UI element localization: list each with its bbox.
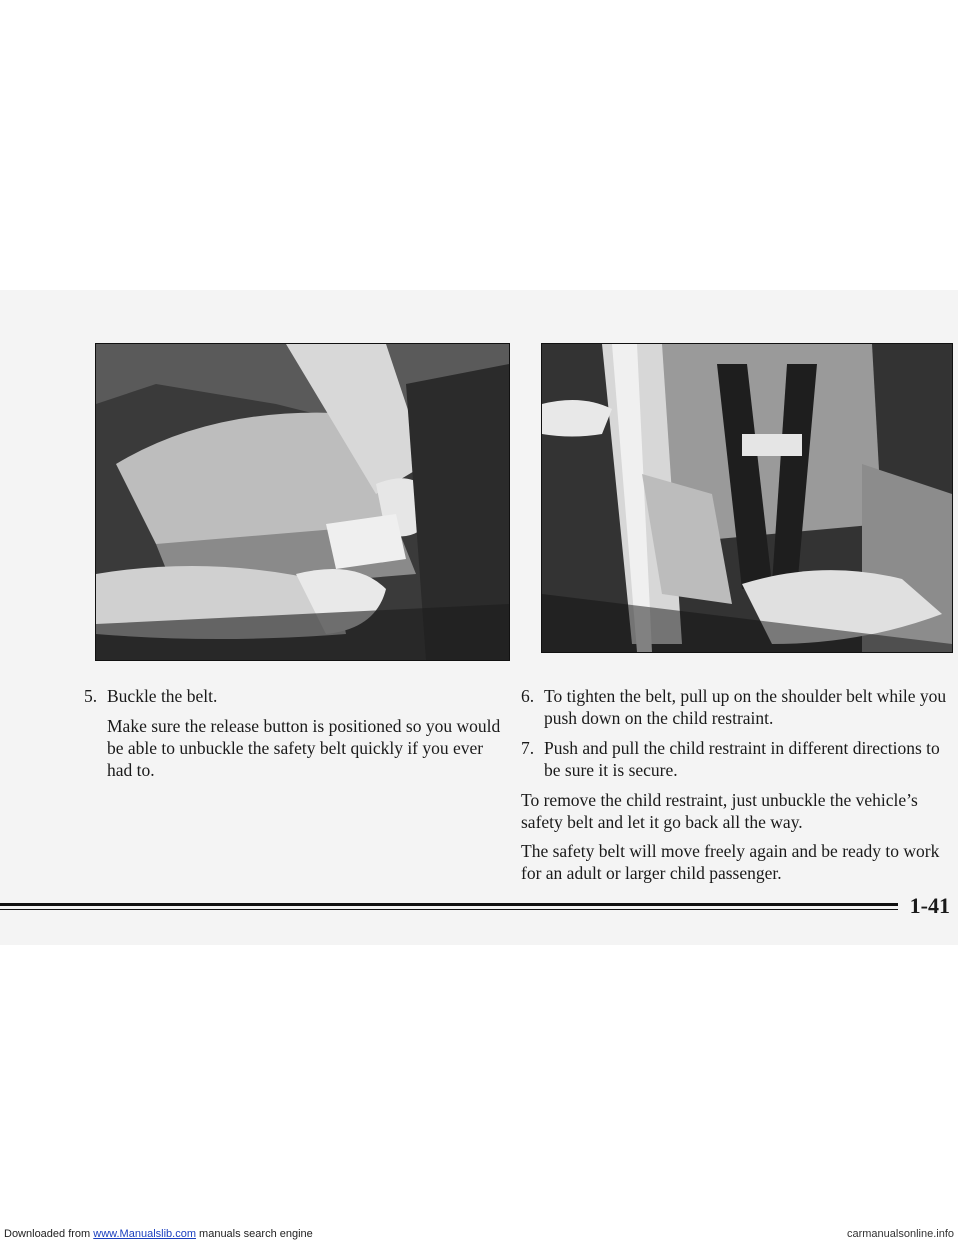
step-5 [84, 685, 504, 707]
footer-prefix: Downloaded from [4, 1228, 94, 1240]
right-column [521, 685, 957, 891]
step-6-text: To tighten the belt, pull up on the shoulder belt while you push down on the child restraint. [544, 686, 947, 728]
download-footer [0, 1226, 960, 1242]
step-6 [521, 685, 957, 729]
footer-suffix: manuals search engine [195, 1228, 313, 1240]
step-7 [521, 737, 957, 781]
footer-rule [0, 893, 958, 923]
remove-restraint-paragraph: To remove the child restraint, just unbuckle the vehicle’s safety belt and let it go back all the way. [521, 790, 918, 832]
step-5-detail: Make sure the release button is positioned so you would be able to unbuckle the safety belt quickly if you ever had to. [107, 716, 501, 780]
watermark-text: carmanualsonline.info [846, 1228, 954, 1240]
step-5-text: Buckle the belt. [107, 686, 218, 706]
step-7-text: Push and pull the child restraint in different directions to be sure it is secure. [544, 738, 940, 780]
child-seat-photo [541, 343, 953, 653]
step-6-number: 6. [521, 686, 535, 706]
page-number: 1-41 [909, 893, 950, 918]
manualslib-link[interactable]: www.Manualslib.com [93, 1228, 196, 1240]
left-column [84, 685, 504, 789]
rule-thin [0, 909, 898, 910]
rule-thick [0, 903, 898, 906]
buckle-photo [95, 343, 510, 661]
footer-lead [4, 1226, 313, 1242]
step-7-number: 7. [521, 738, 535, 758]
step-5-number: 5. [84, 686, 98, 706]
belt-free-paragraph: The safety belt will move freely again and be ready to work for an adult or larger child passenger. [521, 841, 940, 883]
